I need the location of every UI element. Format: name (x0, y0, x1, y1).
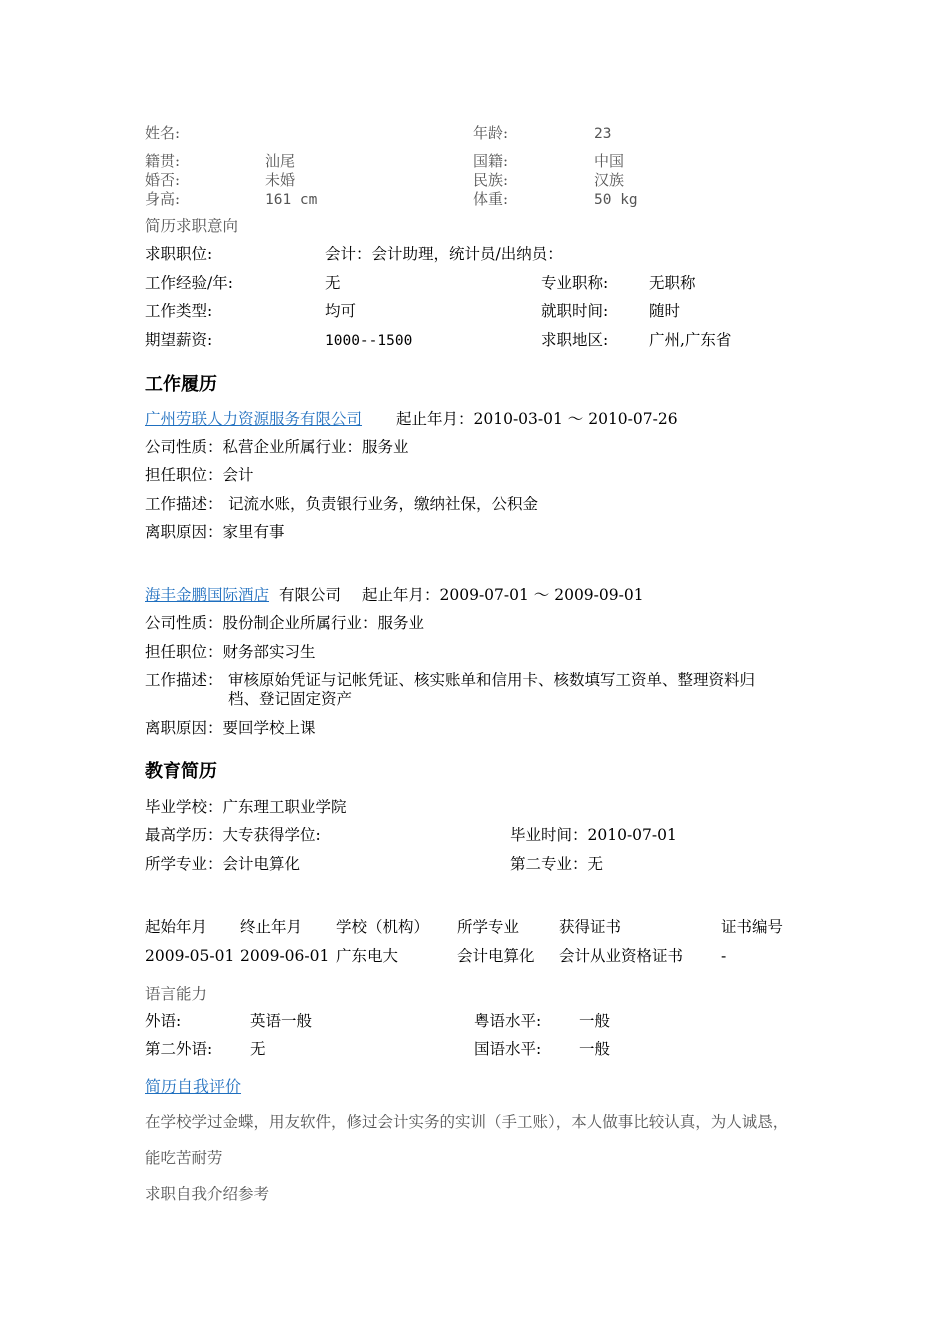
table-header-cell: 所学专业 (457, 918, 520, 936)
job-type-value: 均可 (325, 302, 357, 320)
marital-value: 未婚 (265, 171, 296, 189)
job-role: 担任职位：财务部实习生 (145, 643, 316, 661)
origin-label: 籍贯: (145, 152, 181, 170)
professional-title-value: 无职称 (649, 274, 696, 292)
second-language-label: 第二外语: (145, 1040, 213, 1058)
table-cell: 2009-06-01 (240, 947, 330, 965)
table-header-cell: 获得证书 (559, 918, 622, 936)
company-link[interactable]: 广州劳联人力资源服务有限公司 (145, 410, 363, 428)
salary-label: 期望薪资: (145, 331, 213, 349)
company-nature: 公司性质：私营企业所属行业：服务业 (145, 438, 409, 456)
name-label: 姓名: (145, 124, 181, 142)
table-header-cell: 证书编号 (721, 918, 784, 936)
professional-title-label: 专业职称: (541, 274, 609, 292)
region-label: 求职地区: (541, 331, 609, 349)
major: 所学专业：会计电算化 (145, 855, 301, 873)
ethnicity-value: 汉族 (594, 171, 625, 189)
self-evaluation-text: 在学校学过金蝶，用友软件，修过会计实务的实训（手工账），本人做事比较认真，为人诚恳， (145, 1113, 789, 1131)
self-intro-reference: 求职自我介绍参考 (145, 1185, 270, 1203)
cantonese-label: 粤语水平: (474, 1012, 542, 1030)
job-desc-line: 记流水账，负责银行业务，缴纳社保，公积金 (228, 495, 539, 513)
company-name-rest: 有限公司 (279, 586, 342, 604)
second-language-value: 无 (250, 1040, 266, 1058)
school: 毕业学校：广东理工职业学院 (145, 798, 347, 816)
start-time-value: 随时 (649, 302, 681, 320)
company-nature: 公司性质：股份制企业所属行业：服务业 (145, 614, 425, 632)
table-cell: - (721, 947, 727, 965)
job-desc-line: 审核原始凭证与记帐凭证、核实账单和信用卡、核数填写工资单、整理资料归 (228, 671, 756, 689)
leave-reason: 离职原因：要回学校上课 (145, 719, 316, 737)
experience-value: 无 (325, 274, 341, 292)
cantonese-value: 一般 (579, 1012, 611, 1030)
intent-section-title: 简历求职意向 (145, 217, 239, 235)
start-time-label: 就职时间: (541, 302, 609, 320)
table-header-cell: 学校（机构） (336, 918, 430, 936)
region-value: 广州,广东省 (649, 331, 732, 349)
experience-label: 工作经验/年: (145, 274, 233, 292)
age-label: 年龄: (473, 124, 509, 142)
job-desc-label: 工作描述： (145, 495, 223, 513)
job-role: 担任职位：会计 (145, 466, 254, 484)
table-header-cell: 终止年月 (240, 918, 303, 936)
leave-reason: 离职原因：家里有事 (145, 523, 285, 541)
second-major: 第二专业：无 (510, 855, 604, 873)
position-value: 会计：会计助理，统计员/出纳员： (325, 245, 563, 263)
position-label: 求职职位: (145, 245, 213, 263)
nationality-label: 国籍: (473, 152, 509, 170)
age-value: 23 (594, 126, 612, 142)
work-section-title: 工作履历 (145, 374, 217, 395)
marital-label: 婚否: (145, 171, 181, 189)
job-period: 起止年月：2010-03-01 ～ 2010-07-26 (396, 410, 678, 428)
weight-label: 体重: (473, 190, 509, 208)
mandarin-label: 国语水平: (474, 1040, 542, 1058)
company-link[interactable]: 海丰金鹏国际酒店 (145, 586, 270, 604)
mandarin-value: 一般 (579, 1040, 611, 1058)
height-label: 身高: (145, 190, 181, 208)
origin-value: 汕尾 (265, 152, 296, 170)
language-section-title: 语言能力 (145, 985, 208, 1003)
job-type-label: 工作类型: (145, 302, 213, 320)
self-evaluation-link[interactable]: 简历自我评价 (145, 1077, 242, 1096)
ethnicity-label: 民族: (473, 171, 509, 189)
foreign-language-label: 外语: (145, 1012, 182, 1030)
table-cell: 2009-05-01 (145, 947, 235, 965)
education-section-title: 教育简历 (145, 761, 217, 782)
graduation-time: 毕业时间：2010-07-01 (510, 826, 677, 844)
job-period: 起止年月：2009-07-01 ～ 2009-09-01 (362, 586, 644, 604)
table-cell: 会计从业资格证书 (559, 947, 684, 965)
self-evaluation-text: 能吃苦耐劳 (145, 1149, 223, 1167)
table-header-cell: 起始年月 (145, 918, 208, 936)
foreign-language-value: 英语一般 (250, 1012, 313, 1030)
job-desc-line: 档、登记固定资产 (228, 690, 353, 708)
degree: 最高学历：大专获得学位: (145, 826, 321, 844)
nationality-value: 中国 (594, 152, 625, 170)
table-cell: 广东电大 (336, 947, 399, 965)
salary-value: 1000--1500 (325, 333, 413, 349)
job-desc-label: 工作描述： (145, 671, 223, 689)
height-value: 161 cm (265, 192, 318, 208)
weight-value: 50 kg (594, 192, 638, 208)
table-cell: 会计电算化 (457, 947, 535, 965)
